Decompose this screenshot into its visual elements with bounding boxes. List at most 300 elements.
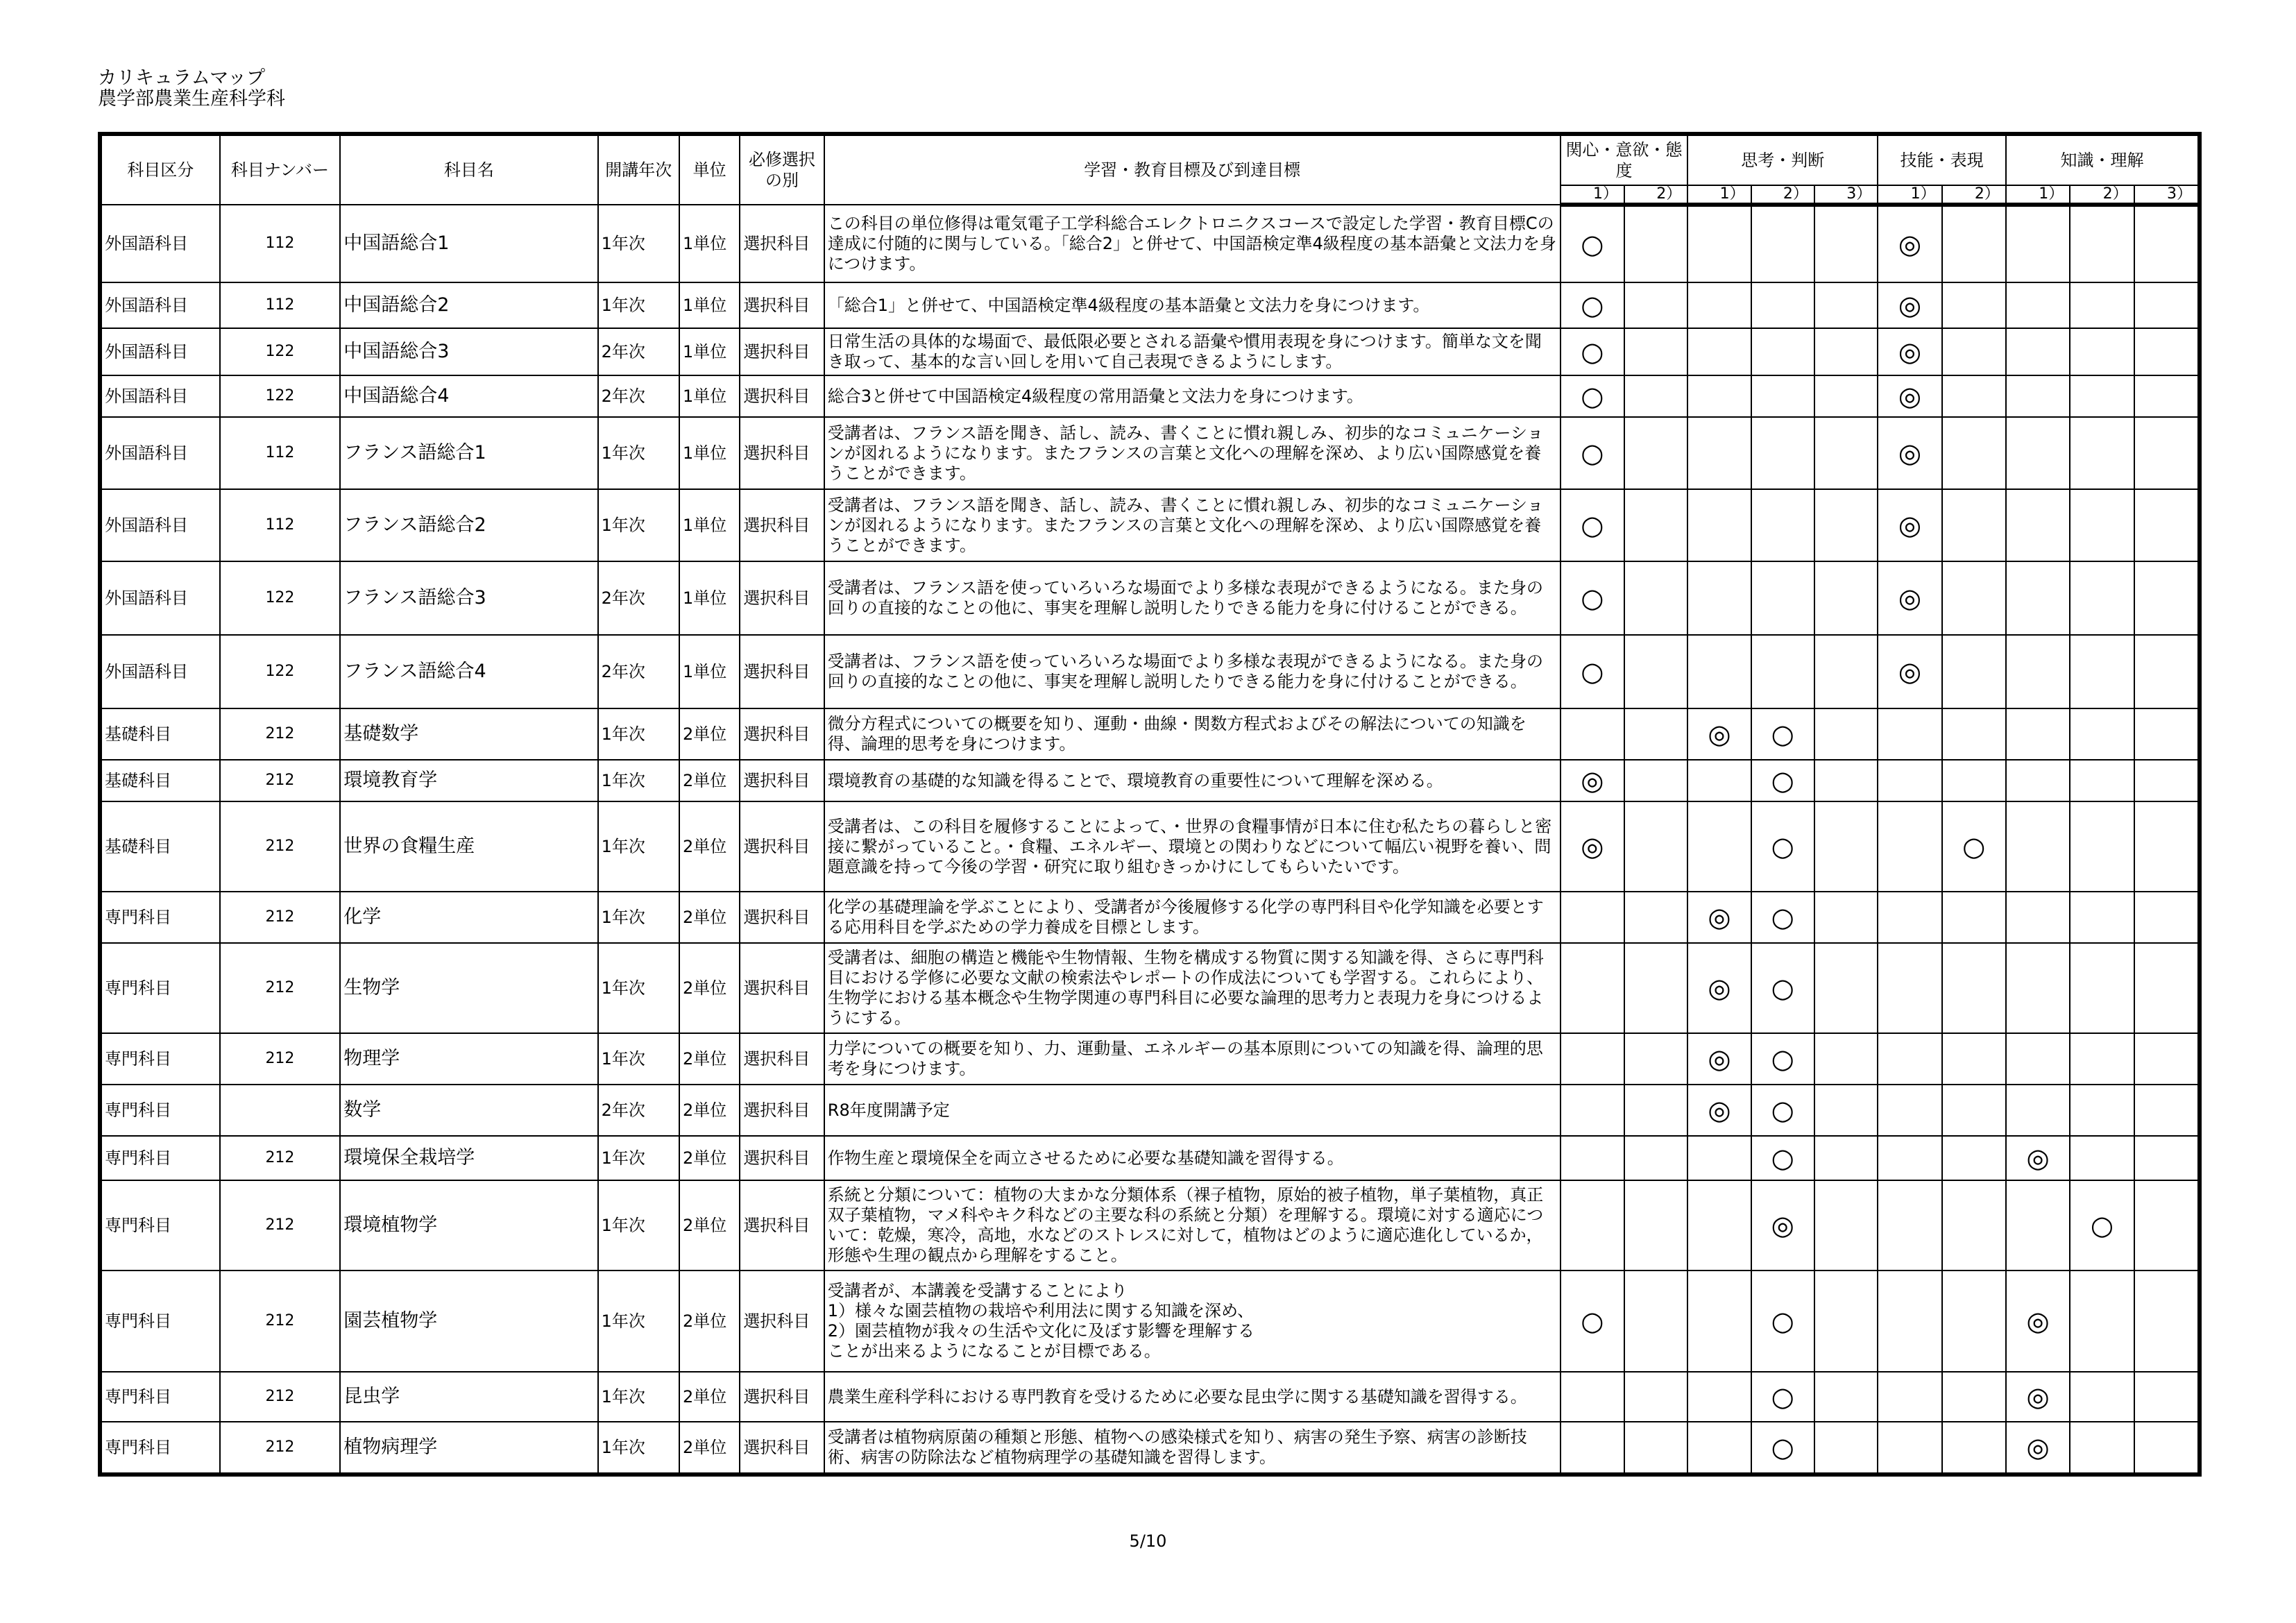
cell-unit: 2単位 xyxy=(679,801,740,892)
cell-course-name: 数学 xyxy=(340,1085,597,1136)
mark-thinking-1 xyxy=(1687,375,1751,417)
mark-skills-1: ◎ xyxy=(1878,561,1941,635)
cell-learning-goal: 日常生活の具体的な場面で、最低限必要とされる語彙や慣用表現を身につけます。簡単な文を聞き取って、基本的な言い回しを用いて自己表現できるようにします。 xyxy=(824,328,1561,375)
mark-skills-1 xyxy=(1878,708,1941,760)
cell-unit: 2単位 xyxy=(679,1271,740,1372)
mark-knowledge-1: ◎ xyxy=(2006,1271,2070,1372)
table-row xyxy=(100,635,2200,708)
subheader-knowledge-1: 1） xyxy=(2006,185,2070,205)
cell-required-elective: 選択科目 xyxy=(740,892,824,943)
mark-skills-1 xyxy=(1878,760,1941,801)
mark-skills-1 xyxy=(1878,1085,1941,1136)
mark-interest-1 xyxy=(1561,1180,1624,1271)
cell-required-elective: 選択科目 xyxy=(740,561,824,635)
cell-year: 1年次 xyxy=(598,205,679,282)
cell-required-elective: 選択科目 xyxy=(740,1422,824,1475)
table-row xyxy=(100,943,2200,1033)
cell-year: 1年次 xyxy=(598,760,679,801)
mark-thinking-1 xyxy=(1687,1136,1751,1180)
cell-category: 外国語科目 xyxy=(100,205,220,282)
mark-thinking-1: ◎ xyxy=(1687,1033,1751,1085)
mark-interest-1 xyxy=(1561,1085,1624,1136)
mark-thinking-3 xyxy=(1814,1033,1878,1085)
cell-course-name: 物理学 xyxy=(340,1033,597,1085)
subheader-skills-2: 2） xyxy=(1942,185,2006,205)
mark-thinking-3 xyxy=(1814,282,1878,328)
mark-knowledge-2 xyxy=(2070,1136,2134,1180)
header-group-knowledge: 知識・理解 xyxy=(2006,134,2200,185)
mark-interest-2 xyxy=(1624,708,1687,760)
cell-unit: 1単位 xyxy=(679,489,740,561)
cell-course-number: 212 xyxy=(220,1372,341,1422)
cell-required-elective: 選択科目 xyxy=(740,1372,824,1422)
mark-skills-2 xyxy=(1942,943,2006,1033)
cell-course-name: フランス語総合2 xyxy=(340,489,597,561)
mark-skills-2 xyxy=(1942,1372,2006,1422)
cell-unit: 2単位 xyxy=(679,708,740,760)
mark-knowledge-1 xyxy=(2006,282,2070,328)
cell-course-number: 212 xyxy=(220,801,341,892)
cell-learning-goal: 受講者は植物病原菌の種類と形態、植物への感染様式を知り、病害の発生予察、病害の診断技術、病害の防除法など植物病理学の基礎知識を習得します。 xyxy=(824,1422,1561,1475)
mark-interest-1 xyxy=(1561,1033,1624,1085)
mark-skills-1 xyxy=(1878,1271,1941,1372)
mark-knowledge-3 xyxy=(2134,417,2200,489)
mark-interest-1 xyxy=(1561,1372,1624,1422)
cell-learning-goal: 受講者は、細胞の構造と機能や生物情報、生物を構成する物質に関する知識を得、さらに専門科目における学修に必要な文献の検索法やレポートの作成法についても学習する。これらにより、生物学における基本概念や生物学関連の専門科目に必要な論理的思考力と表現力を身につけるようにする。 xyxy=(824,943,1561,1033)
cell-course-name: フランス語総合4 xyxy=(340,635,597,708)
mark-thinking-1: ◎ xyxy=(1687,892,1751,943)
cell-category: 外国語科目 xyxy=(100,282,220,328)
mark-thinking-1 xyxy=(1687,635,1751,708)
mark-interest-2 xyxy=(1624,635,1687,708)
mark-knowledge-2 xyxy=(2070,282,2134,328)
table-row xyxy=(100,489,2200,561)
mark-knowledge-2 xyxy=(2070,1372,2134,1422)
mark-interest-2 xyxy=(1624,489,1687,561)
cell-learning-goal: 「総合1」と併せて、中国語検定準4級程度の基本語彙と文法力を身につけます。 xyxy=(824,282,1561,328)
table-row xyxy=(100,708,2200,760)
cell-unit: 2単位 xyxy=(679,1085,740,1136)
cell-required-elective: 選択科目 xyxy=(740,1033,824,1085)
table-row xyxy=(100,328,2200,375)
mark-knowledge-3 xyxy=(2134,282,2200,328)
mark-thinking-1 xyxy=(1687,760,1751,801)
header-required-elective: 必修選択 の別 xyxy=(740,134,824,205)
header-course-number: 科目ナンバー xyxy=(220,134,341,205)
cell-course-number: 212 xyxy=(220,708,341,760)
mark-skills-1 xyxy=(1878,943,1941,1033)
cell-category: 専門科目 xyxy=(100,1422,220,1475)
mark-skills-1: ◎ xyxy=(1878,282,1941,328)
mark-knowledge-3 xyxy=(2134,1180,2200,1271)
mark-knowledge-1 xyxy=(2006,489,2070,561)
subheader-thinking-3: 3） xyxy=(1814,185,1878,205)
cell-course-number: 122 xyxy=(220,375,341,417)
cell-unit: 2単位 xyxy=(679,1372,740,1422)
cell-category: 外国語科目 xyxy=(100,561,220,635)
mark-thinking-3 xyxy=(1814,1422,1878,1475)
cell-unit: 1単位 xyxy=(679,561,740,635)
table-row xyxy=(100,1271,2200,1372)
mark-interest-2 xyxy=(1624,760,1687,801)
mark-interest-1: ◎ xyxy=(1561,801,1624,892)
mark-skills-2 xyxy=(1942,561,2006,635)
mark-skills-2 xyxy=(1942,375,2006,417)
mark-thinking-3 xyxy=(1814,801,1878,892)
mark-thinking-1 xyxy=(1687,489,1751,561)
mark-knowledge-2 xyxy=(2070,1033,2134,1085)
cell-course-number: 112 xyxy=(220,282,341,328)
mark-knowledge-3 xyxy=(2134,892,2200,943)
mark-skills-2 xyxy=(1942,489,2006,561)
mark-thinking-2 xyxy=(1751,489,1814,561)
subheader-skills-1: 1） xyxy=(1878,185,1941,205)
mark-knowledge-3 xyxy=(2134,943,2200,1033)
mark-interest-2 xyxy=(1624,1136,1687,1180)
cell-course-number: 212 xyxy=(220,1422,341,1475)
subheader-knowledge-2: 2） xyxy=(2070,185,2134,205)
mark-skills-1 xyxy=(1878,801,1941,892)
cell-required-elective: 選択科目 xyxy=(740,1271,824,1372)
table-row xyxy=(100,561,2200,635)
mark-knowledge-2 xyxy=(2070,1422,2134,1475)
subheader-interest-2: 2） xyxy=(1624,185,1687,205)
cell-year: 2年次 xyxy=(598,328,679,375)
cell-course-number: 212 xyxy=(220,892,341,943)
mark-knowledge-1 xyxy=(2006,1180,2070,1271)
mark-knowledge-1: ◎ xyxy=(2006,1136,2070,1180)
mark-interest-1 xyxy=(1561,708,1624,760)
mark-knowledge-3 xyxy=(2134,635,2200,708)
mark-thinking-1 xyxy=(1687,1271,1751,1372)
mark-thinking-2: ○ xyxy=(1751,1033,1814,1085)
mark-interest-2 xyxy=(1624,1180,1687,1271)
mark-skills-1 xyxy=(1878,1372,1941,1422)
mark-knowledge-1 xyxy=(2006,1085,2070,1136)
mark-skills-1 xyxy=(1878,892,1941,943)
cell-course-name: 園芸植物学 xyxy=(340,1271,597,1372)
table-row xyxy=(100,1422,2200,1475)
mark-knowledge-2: ○ xyxy=(2070,1180,2134,1271)
cell-required-elective: 選択科目 xyxy=(740,417,824,489)
mark-knowledge-1 xyxy=(2006,760,2070,801)
cell-required-elective: 選択科目 xyxy=(740,1136,824,1180)
mark-thinking-3 xyxy=(1814,1136,1878,1180)
mark-knowledge-3 xyxy=(2134,1271,2200,1372)
cell-required-elective: 選択科目 xyxy=(740,282,824,328)
cell-required-elective: 選択科目 xyxy=(740,1180,824,1271)
mark-interest-1 xyxy=(1561,1422,1624,1475)
mark-thinking-1: ◎ xyxy=(1687,708,1751,760)
cell-year: 1年次 xyxy=(598,801,679,892)
table-row xyxy=(100,1033,2200,1085)
mark-knowledge-2 xyxy=(2070,489,2134,561)
cell-unit: 2単位 xyxy=(679,1180,740,1271)
mark-interest-2 xyxy=(1624,328,1687,375)
cell-category: 専門科目 xyxy=(100,1136,220,1180)
mark-knowledge-1 xyxy=(2006,943,2070,1033)
mark-thinking-3 xyxy=(1814,635,1878,708)
cell-category: 外国語科目 xyxy=(100,417,220,489)
cell-course-name: 環境植物学 xyxy=(340,1180,597,1271)
mark-interest-2 xyxy=(1624,205,1687,282)
table-row xyxy=(100,205,2200,282)
cell-course-number xyxy=(220,1085,341,1136)
header-category: 科目区分 xyxy=(100,134,220,205)
mark-thinking-2: ○ xyxy=(1751,708,1814,760)
cell-year: 1年次 xyxy=(598,1033,679,1085)
document-title: カリキュラムマップ xyxy=(98,67,266,89)
mark-thinking-1: ◎ xyxy=(1687,1085,1751,1136)
cell-unit: 1単位 xyxy=(679,205,740,282)
mark-knowledge-2 xyxy=(2070,328,2134,375)
mark-skills-2 xyxy=(1942,1422,2006,1475)
mark-thinking-2: ○ xyxy=(1751,1372,1814,1422)
mark-thinking-3 xyxy=(1814,375,1878,417)
cell-category: 専門科目 xyxy=(100,943,220,1033)
mark-interest-1 xyxy=(1561,892,1624,943)
table-row xyxy=(100,375,2200,417)
mark-interest-2 xyxy=(1624,282,1687,328)
mark-skills-2 xyxy=(1942,282,2006,328)
mark-knowledge-2 xyxy=(2070,801,2134,892)
cell-unit: 1単位 xyxy=(679,282,740,328)
department-name: 農学部農業生産科学科 xyxy=(98,88,285,110)
cell-year: 2年次 xyxy=(598,375,679,417)
mark-skills-2 xyxy=(1942,1271,2006,1372)
mark-thinking-2 xyxy=(1751,375,1814,417)
cell-unit: 1単位 xyxy=(679,328,740,375)
cell-year: 2年次 xyxy=(598,1085,679,1136)
mark-thinking-2: ◎ xyxy=(1751,1180,1814,1271)
cell-course-number: 212 xyxy=(220,1136,341,1180)
cell-category: 外国語科目 xyxy=(100,635,220,708)
cell-learning-goal: 総合3と併せて中国語検定4級程度の常用語彙と文法力を身につけます。 xyxy=(824,375,1561,417)
mark-thinking-2: ○ xyxy=(1751,1422,1814,1475)
mark-thinking-1 xyxy=(1687,801,1751,892)
mark-thinking-3 xyxy=(1814,1085,1878,1136)
cell-required-elective: 選択科目 xyxy=(740,708,824,760)
cell-year: 1年次 xyxy=(598,892,679,943)
mark-thinking-3 xyxy=(1814,417,1878,489)
mark-knowledge-1 xyxy=(2006,892,2070,943)
cell-category: 専門科目 xyxy=(100,1085,220,1136)
mark-knowledge-1 xyxy=(2006,375,2070,417)
mark-thinking-3 xyxy=(1814,489,1878,561)
cell-year: 1年次 xyxy=(598,489,679,561)
mark-thinking-1 xyxy=(1687,1422,1751,1475)
mark-thinking-2: ○ xyxy=(1751,1085,1814,1136)
mark-thinking-2: ○ xyxy=(1751,801,1814,892)
mark-knowledge-2 xyxy=(2070,1271,2134,1372)
cell-year: 2年次 xyxy=(598,561,679,635)
cell-category: 専門科目 xyxy=(100,1180,220,1271)
mark-interest-1: ○ xyxy=(1561,489,1624,561)
cell-learning-goal: 作物生産と環境保全を両立させるために必要な基礎知識を習得する。 xyxy=(824,1136,1561,1180)
cell-course-number: 212 xyxy=(220,1033,341,1085)
mark-thinking-2: ○ xyxy=(1751,1136,1814,1180)
mark-interest-2 xyxy=(1624,561,1687,635)
mark-knowledge-1 xyxy=(2006,635,2070,708)
cell-required-elective: 選択科目 xyxy=(740,328,824,375)
table-row xyxy=(100,1372,2200,1422)
mark-skills-1: ◎ xyxy=(1878,375,1941,417)
cell-course-name: 昆虫学 xyxy=(340,1372,597,1422)
mark-knowledge-2 xyxy=(2070,635,2134,708)
cell-learning-goal: 力学についての概要を知り、力、運動量、エネルギーの基本原則についての知識を得、論理的思考を身につけます。 xyxy=(824,1033,1561,1085)
mark-knowledge-3 xyxy=(2134,1033,2200,1085)
mark-interest-2 xyxy=(1624,943,1687,1033)
cell-unit: 2単位 xyxy=(679,1033,740,1085)
mark-interest-1 xyxy=(1561,1136,1624,1180)
cell-year: 1年次 xyxy=(598,1136,679,1180)
mark-knowledge-3 xyxy=(2134,328,2200,375)
cell-learning-goal: 受講者は、この科目を履修することによって、・世界の食糧事情が日本に住む私たちの暮らしと密接に繋がっていること。・食糧、エネルギー、環境との関わりなどについて幅広い視野を養い、問題意識を持って今後の学習・研究に取り組むきっかけにしてもらいたいです。 xyxy=(824,801,1561,892)
mark-thinking-1 xyxy=(1687,328,1751,375)
mark-thinking-2 xyxy=(1751,417,1814,489)
mark-skills-2 xyxy=(1942,635,2006,708)
cell-unit: 2単位 xyxy=(679,892,740,943)
mark-knowledge-1: ◎ xyxy=(2006,1372,2070,1422)
mark-skills-2: ○ xyxy=(1942,801,2006,892)
mark-knowledge-2 xyxy=(2070,205,2134,282)
mark-skills-2 xyxy=(1942,328,2006,375)
cell-learning-goal: 受講者は、フランス語を聞き、話し、読み、書くことに慣れ親しみ、初歩的なコミュニケーションが図れるようになります。またフランスの言葉と文化への理解を深め、より広い国際感覚を養うことができます。 xyxy=(824,417,1561,489)
mark-knowledge-3 xyxy=(2134,205,2200,282)
cell-course-number: 122 xyxy=(220,635,341,708)
mark-skills-2 xyxy=(1942,417,2006,489)
header-year: 開講年次 xyxy=(598,134,679,205)
mark-thinking-1 xyxy=(1687,205,1751,282)
mark-thinking-2 xyxy=(1751,205,1814,282)
table-row xyxy=(100,1136,2200,1180)
cell-year: 1年次 xyxy=(598,1271,679,1372)
cell-year: 1年次 xyxy=(598,943,679,1033)
mark-thinking-2 xyxy=(1751,282,1814,328)
cell-learning-goal: この科目の単位修得は電気電子工学科総合エレクトロニクスコースで設定した学習・教育目標Cの達成に付随的に関与している。「総合2」と併せて、中国語検定準4級程度の基本語彙と文法力を身につけます。 xyxy=(824,205,1561,282)
cell-learning-goal: 微分方程式についての概要を知り、運動・曲線・関数方程式およびその解法についての知識を得、論理的思考を身につけます。 xyxy=(824,708,1561,760)
mark-knowledge-2 xyxy=(2070,375,2134,417)
subheader-thinking-2: 2） xyxy=(1751,185,1814,205)
mark-skills-1: ◎ xyxy=(1878,205,1941,282)
header-learning-goals: 学習・教育目標及び到達目標 xyxy=(824,134,1561,205)
mark-knowledge-2 xyxy=(2070,417,2134,489)
mark-knowledge-2 xyxy=(2070,561,2134,635)
mark-interest-2 xyxy=(1624,1372,1687,1422)
mark-knowledge-2 xyxy=(2070,708,2134,760)
cell-course-name: 中国語総合3 xyxy=(340,328,597,375)
mark-knowledge-2 xyxy=(2070,892,2134,943)
cell-category: 外国語科目 xyxy=(100,489,220,561)
mark-interest-2 xyxy=(1624,1422,1687,1475)
mark-skills-2 xyxy=(1942,1136,2006,1180)
mark-knowledge-1 xyxy=(2006,801,2070,892)
cell-required-elective: 選択科目 xyxy=(740,1085,824,1136)
cell-unit: 2単位 xyxy=(679,943,740,1033)
mark-interest-1: ○ xyxy=(1561,375,1624,417)
mark-thinking-1 xyxy=(1687,1372,1751,1422)
mark-knowledge-3 xyxy=(2134,375,2200,417)
cell-year: 2年次 xyxy=(598,635,679,708)
cell-unit: 2単位 xyxy=(679,1422,740,1475)
mark-skills-1 xyxy=(1878,1033,1941,1085)
header-unit: 単位 xyxy=(679,134,740,205)
mark-thinking-3 xyxy=(1814,328,1878,375)
cell-category: 外国語科目 xyxy=(100,328,220,375)
mark-knowledge-1 xyxy=(2006,561,2070,635)
mark-knowledge-1 xyxy=(2006,417,2070,489)
table-row xyxy=(100,282,2200,328)
subheader-interest-1: 1） xyxy=(1561,185,1624,205)
cell-learning-goal: 環境教育の基礎的な知識を得ることで、環境教育の重要性について理解を深める。 xyxy=(824,760,1561,801)
mark-thinking-3 xyxy=(1814,1180,1878,1271)
mark-thinking-2: ○ xyxy=(1751,760,1814,801)
mark-thinking-2: ○ xyxy=(1751,943,1814,1033)
mark-skills-2 xyxy=(1942,1033,2006,1085)
table-row xyxy=(100,1085,2200,1136)
cell-learning-goal: 受講者は、フランス語を聞き、話し、読み、書くことに慣れ親しみ、初歩的なコミュニケーションが図れるようになります。またフランスの言葉と文化への理解を深め、より広い国際感覚を養うことができます。 xyxy=(824,489,1561,561)
mark-skills-2 xyxy=(1942,708,2006,760)
mark-interest-2 xyxy=(1624,375,1687,417)
mark-knowledge-1: ◎ xyxy=(2006,1422,2070,1475)
mark-knowledge-3 xyxy=(2134,1422,2200,1475)
cell-year: 1年次 xyxy=(598,417,679,489)
cell-course-number: 122 xyxy=(220,328,341,375)
cell-course-name: フランス語総合1 xyxy=(340,417,597,489)
subheader-thinking-1: 1） xyxy=(1687,185,1751,205)
table-row xyxy=(100,892,2200,943)
cell-course-name: 化学 xyxy=(340,892,597,943)
cell-course-name: 中国語総合1 xyxy=(340,205,597,282)
cell-unit: 2単位 xyxy=(679,760,740,801)
document-header xyxy=(98,68,285,110)
cell-learning-goal: 受講者は、フランス語を使っていろいろな場面でより多様な表現ができるようになる。また身の回りの直接的なことの他に、事実を理解し説明したりできる能力を身に付けることができる。 xyxy=(824,561,1561,635)
cell-required-elective: 選択科目 xyxy=(740,375,824,417)
mark-knowledge-3 xyxy=(2134,561,2200,635)
mark-skills-1: ◎ xyxy=(1878,328,1941,375)
mark-interest-1: ○ xyxy=(1561,282,1624,328)
cell-learning-goal: 受講者は、フランス語を使っていろいろな場面でより多様な表現ができるようになる。また身の回りの直接的なことの他に、事実を理解し説明したりできる能力を身に付けることができる。 xyxy=(824,635,1561,708)
cell-learning-goal: 系統と分類について：植物の大まかな分類体系（裸子植物，原始的被子植物，単子葉植物，真正双子葉植物，マメ科やキク科などの主要な科の系統と分類）を理解する。環境に対する適応について：乾燥，寒冷，高地，水などのストレスに対して，植物はどのように適応進化しているか，形態や生理の観点から理解をすること。 xyxy=(824,1180,1561,1271)
mark-skills-1 xyxy=(1878,1180,1941,1271)
mark-interest-2 xyxy=(1624,1085,1687,1136)
cell-course-number: 112 xyxy=(220,205,341,282)
cell-course-name: 植物病理学 xyxy=(340,1422,597,1475)
mark-interest-2 xyxy=(1624,801,1687,892)
mark-interest-1 xyxy=(1561,943,1624,1033)
mark-knowledge-1 xyxy=(2006,708,2070,760)
mark-thinking-3 xyxy=(1814,708,1878,760)
mark-skills-1: ◎ xyxy=(1878,489,1941,561)
cell-year: 1年次 xyxy=(598,282,679,328)
cell-course-name: 基礎数学 xyxy=(340,708,597,760)
page-number: 5/10 xyxy=(1129,1531,1167,1551)
cell-unit: 1単位 xyxy=(679,635,740,708)
mark-skills-1: ◎ xyxy=(1878,417,1941,489)
cell-learning-goal: 受講者が、本講義を受講することにより 1）様々な園芸植物の栽培や利用法に関する知識を深め、 2）園芸植物が我々の生活や文化に及ぼす影響を理解する ことが出来るようになることが目標である。 xyxy=(824,1271,1561,1372)
cell-course-number: 112 xyxy=(220,489,341,561)
cell-course-number: 212 xyxy=(220,1180,341,1271)
mark-thinking-1 xyxy=(1687,1180,1751,1271)
cell-required-elective: 選択科目 xyxy=(740,760,824,801)
table-row xyxy=(100,760,2200,801)
cell-unit: 1単位 xyxy=(679,375,740,417)
cell-category: 専門科目 xyxy=(100,1372,220,1422)
mark-knowledge-1 xyxy=(2006,1033,2070,1085)
table-row xyxy=(100,1180,2200,1271)
cell-course-number: 212 xyxy=(220,943,341,1033)
cell-year: 1年次 xyxy=(598,1372,679,1422)
